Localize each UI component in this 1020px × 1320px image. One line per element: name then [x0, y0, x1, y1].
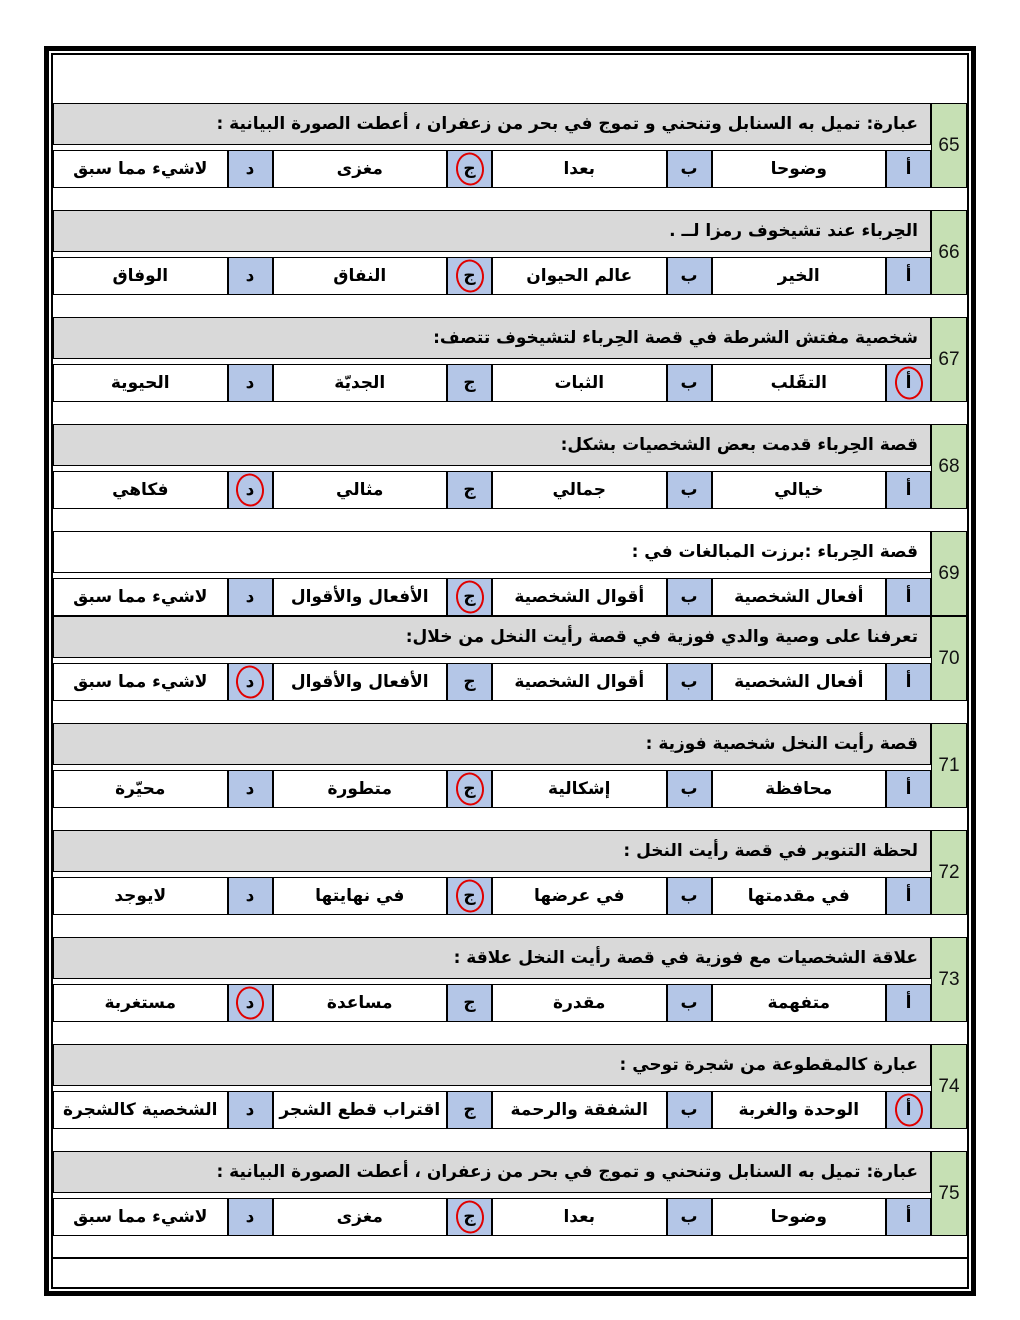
question-number: 75	[931, 1151, 967, 1236]
option-text: جمالي	[492, 471, 667, 509]
option-text: التقَلب	[712, 364, 887, 402]
question-spacer	[53, 808, 967, 830]
options-row	[53, 257, 931, 295]
option-text: مغزى	[273, 1198, 448, 1236]
question-block	[53, 402, 967, 509]
option-text: الأفعال والأقوال	[273, 578, 448, 616]
option-letter: ب	[667, 663, 712, 701]
option-letter: ج	[447, 770, 492, 808]
option-text: خيالي	[712, 471, 887, 509]
option-letter: د	[228, 578, 273, 616]
option-letter: أ	[886, 150, 931, 188]
question-spacer	[53, 701, 967, 723]
correct-answer-circle-icon	[235, 664, 266, 699]
option-text: الخير	[712, 257, 887, 295]
option-text: الجديّة	[273, 364, 448, 402]
option-text: في عرضها	[492, 877, 667, 915]
question-block	[53, 616, 967, 701]
option-text: الوحدة والغربة	[712, 1091, 887, 1129]
option-letter: أ	[886, 877, 931, 915]
exam-sheet	[51, 53, 969, 1289]
question-title: عبارة: تميل به السنابل وتنحني و تموج في بحر من زعفران ، أعطت الصورة البيانية :	[53, 1151, 931, 1193]
question-title: عبارة: تميل به السنابل وتنحني و تموج في بحر من زعفران ، أعطت الصورة البيانية :	[53, 103, 931, 145]
option-letter: ج	[447, 984, 492, 1022]
option-text: وضوحا	[712, 150, 887, 188]
option-text: أفعال الشخصية	[712, 663, 887, 701]
question-title: شخصية مفتش الشرطة في قصة الحِرباء لتشيخوف تتصف:	[53, 317, 931, 359]
option-letter: ب	[667, 578, 712, 616]
option-text: في نهايتها	[273, 877, 448, 915]
question-number: 71	[931, 723, 967, 808]
option-text: متفهمة	[712, 984, 887, 1022]
option-letter: ج	[447, 150, 492, 188]
question-block	[53, 1129, 967, 1236]
correct-answer-circle-icon	[454, 258, 485, 293]
correct-answer-circle-icon	[235, 472, 266, 507]
question-spacer	[53, 188, 967, 210]
question-spacer	[53, 1022, 967, 1044]
question-title: قصة الحِرباء قدمت بعض الشخصيات بشكل:	[53, 424, 931, 466]
correct-answer-circle-icon	[893, 365, 924, 400]
option-text: مساعدة	[273, 984, 448, 1022]
correct-answer-circle-icon	[893, 1092, 924, 1127]
question-spacer	[53, 915, 967, 937]
bottom-empty-area	[53, 1236, 967, 1257]
question-spacer	[53, 295, 967, 317]
option-letter: د	[228, 770, 273, 808]
question-number: 72	[931, 830, 967, 915]
question-spacer	[53, 509, 967, 531]
option-text: أقوال الشخصية	[492, 578, 667, 616]
question-number: 67	[931, 317, 967, 402]
option-text: فكاهي	[53, 471, 228, 509]
option-text: الثبات	[492, 364, 667, 402]
options-row	[53, 663, 931, 701]
option-letter: أ	[886, 770, 931, 808]
option-text: وضوحا	[712, 1198, 887, 1236]
options-row	[53, 364, 931, 402]
option-letter: د	[228, 1091, 273, 1129]
question-number: 70	[931, 616, 967, 701]
questions-container	[53, 81, 967, 1236]
options-row	[53, 471, 931, 509]
question-title: الحِرباء عند تشيخوف رمزا لــ .	[53, 210, 931, 252]
question-number: 74	[931, 1044, 967, 1129]
option-letter: ب	[667, 770, 712, 808]
option-text: لاشيء مما سبق	[53, 578, 228, 616]
option-text: الوفاق	[53, 257, 228, 295]
option-text: لايوجد	[53, 877, 228, 915]
question-title: لحظة التنوير في قصة رأيت النخل :	[53, 830, 931, 872]
option-letter: د	[228, 150, 273, 188]
option-text: محيّرة	[53, 770, 228, 808]
question-block	[53, 509, 967, 616]
option-letter: ج	[447, 663, 492, 701]
option-text: مثالي	[273, 471, 448, 509]
question-title: علاقة الشخصيات مع فوزية في قصة رأيت النخل علاقة :	[53, 937, 931, 979]
option-letter: ب	[667, 364, 712, 402]
option-text: متطورة	[273, 770, 448, 808]
option-text: في مقدمتها	[712, 877, 887, 915]
correct-answer-circle-icon	[454, 579, 485, 614]
option-letter: ب	[667, 1091, 712, 1129]
option-text: لاشيء مما سبق	[53, 1198, 228, 1236]
options-row	[53, 770, 931, 808]
option-text: أقوال الشخصية	[492, 663, 667, 701]
option-letter: أ	[886, 257, 931, 295]
question-block	[53, 701, 967, 808]
question-title: قصة الحِرباء :برزت المبالغات في :	[53, 531, 931, 573]
options-row	[53, 1198, 931, 1236]
option-text: مغزى	[273, 150, 448, 188]
option-text: عالم الحيوان	[492, 257, 667, 295]
option-text: مستغربة	[53, 984, 228, 1022]
option-letter: ب	[667, 984, 712, 1022]
option-letter: ج	[447, 257, 492, 295]
question-block	[53, 915, 967, 1022]
question-number: 66	[931, 210, 967, 295]
question-title: قصة رأيت النخل شخصية فوزية :	[53, 723, 931, 765]
option-letter: ج	[447, 877, 492, 915]
option-letter: د	[228, 877, 273, 915]
question-number: 68	[931, 424, 967, 509]
question-number: 73	[931, 937, 967, 1022]
option-letter: أ	[886, 1091, 931, 1129]
page-frame	[44, 46, 976, 1296]
question-title: عبارة كالمقطوعة من شجرة توحي :	[53, 1044, 931, 1086]
option-text: الأفعال والأقوال	[273, 663, 448, 701]
question-number: 69	[931, 531, 967, 616]
options-row	[53, 150, 931, 188]
option-text: مقدرة	[492, 984, 667, 1022]
question-title: تعرفنا على وصية والدي فوزية في قصة رأيت النخل من خلال:	[53, 616, 931, 658]
bottom-empty-row	[53, 1257, 967, 1287]
correct-answer-circle-icon	[454, 878, 485, 913]
option-letter: ب	[667, 877, 712, 915]
option-letter: د	[228, 257, 273, 295]
option-letter: ج	[447, 1091, 492, 1129]
option-letter: د	[228, 364, 273, 402]
option-text: إشكالية	[492, 770, 667, 808]
option-letter: ج	[447, 364, 492, 402]
option-text: أفعال الشخصية	[712, 578, 887, 616]
correct-answer-circle-icon	[235, 985, 266, 1020]
option-text: بعدا	[492, 1198, 667, 1236]
option-letter: ج	[447, 471, 492, 509]
question-block	[53, 808, 967, 915]
option-text: لاشيء مما سبق	[53, 663, 228, 701]
option-text: الحيوية	[53, 364, 228, 402]
options-row	[53, 984, 931, 1022]
question-spacer	[53, 402, 967, 424]
question-block	[53, 188, 967, 295]
option-text: بعدا	[492, 150, 667, 188]
option-letter: أ	[886, 471, 931, 509]
question-block	[53, 1022, 967, 1129]
option-text: الشفقة والرحمة	[492, 1091, 667, 1129]
option-letter: د	[228, 471, 273, 509]
option-text: النفاق	[273, 257, 448, 295]
question-block	[53, 295, 967, 402]
correct-answer-circle-icon	[454, 771, 485, 806]
option-letter: ج	[447, 1198, 492, 1236]
option-text: لاشيء مما سبق	[53, 150, 228, 188]
correct-answer-circle-icon	[454, 1199, 485, 1234]
question-spacer	[53, 81, 967, 103]
options-row	[53, 578, 931, 616]
option-letter: ب	[667, 150, 712, 188]
question-block	[53, 81, 967, 188]
options-row	[53, 877, 931, 915]
option-letter: د	[228, 984, 273, 1022]
option-letter: أ	[886, 578, 931, 616]
option-letter: ب	[667, 257, 712, 295]
options-row	[53, 1091, 931, 1129]
option-letter: د	[228, 663, 273, 701]
top-empty-row	[53, 55, 967, 81]
question-spacer	[53, 1129, 967, 1151]
option-letter: أ	[886, 1198, 931, 1236]
option-letter: أ	[886, 984, 931, 1022]
option-letter: ب	[667, 471, 712, 509]
option-text: اقتراب قطع الشجر	[273, 1091, 448, 1129]
option-text: الشخصية كالشجرة	[53, 1091, 228, 1129]
option-letter: أ	[886, 364, 931, 402]
question-number: 65	[931, 103, 967, 188]
option-letter: د	[228, 1198, 273, 1236]
option-text: محافظة	[712, 770, 887, 808]
option-letter: ج	[447, 578, 492, 616]
option-letter: أ	[886, 663, 931, 701]
option-letter: ب	[667, 1198, 712, 1236]
correct-answer-circle-icon	[454, 151, 485, 186]
